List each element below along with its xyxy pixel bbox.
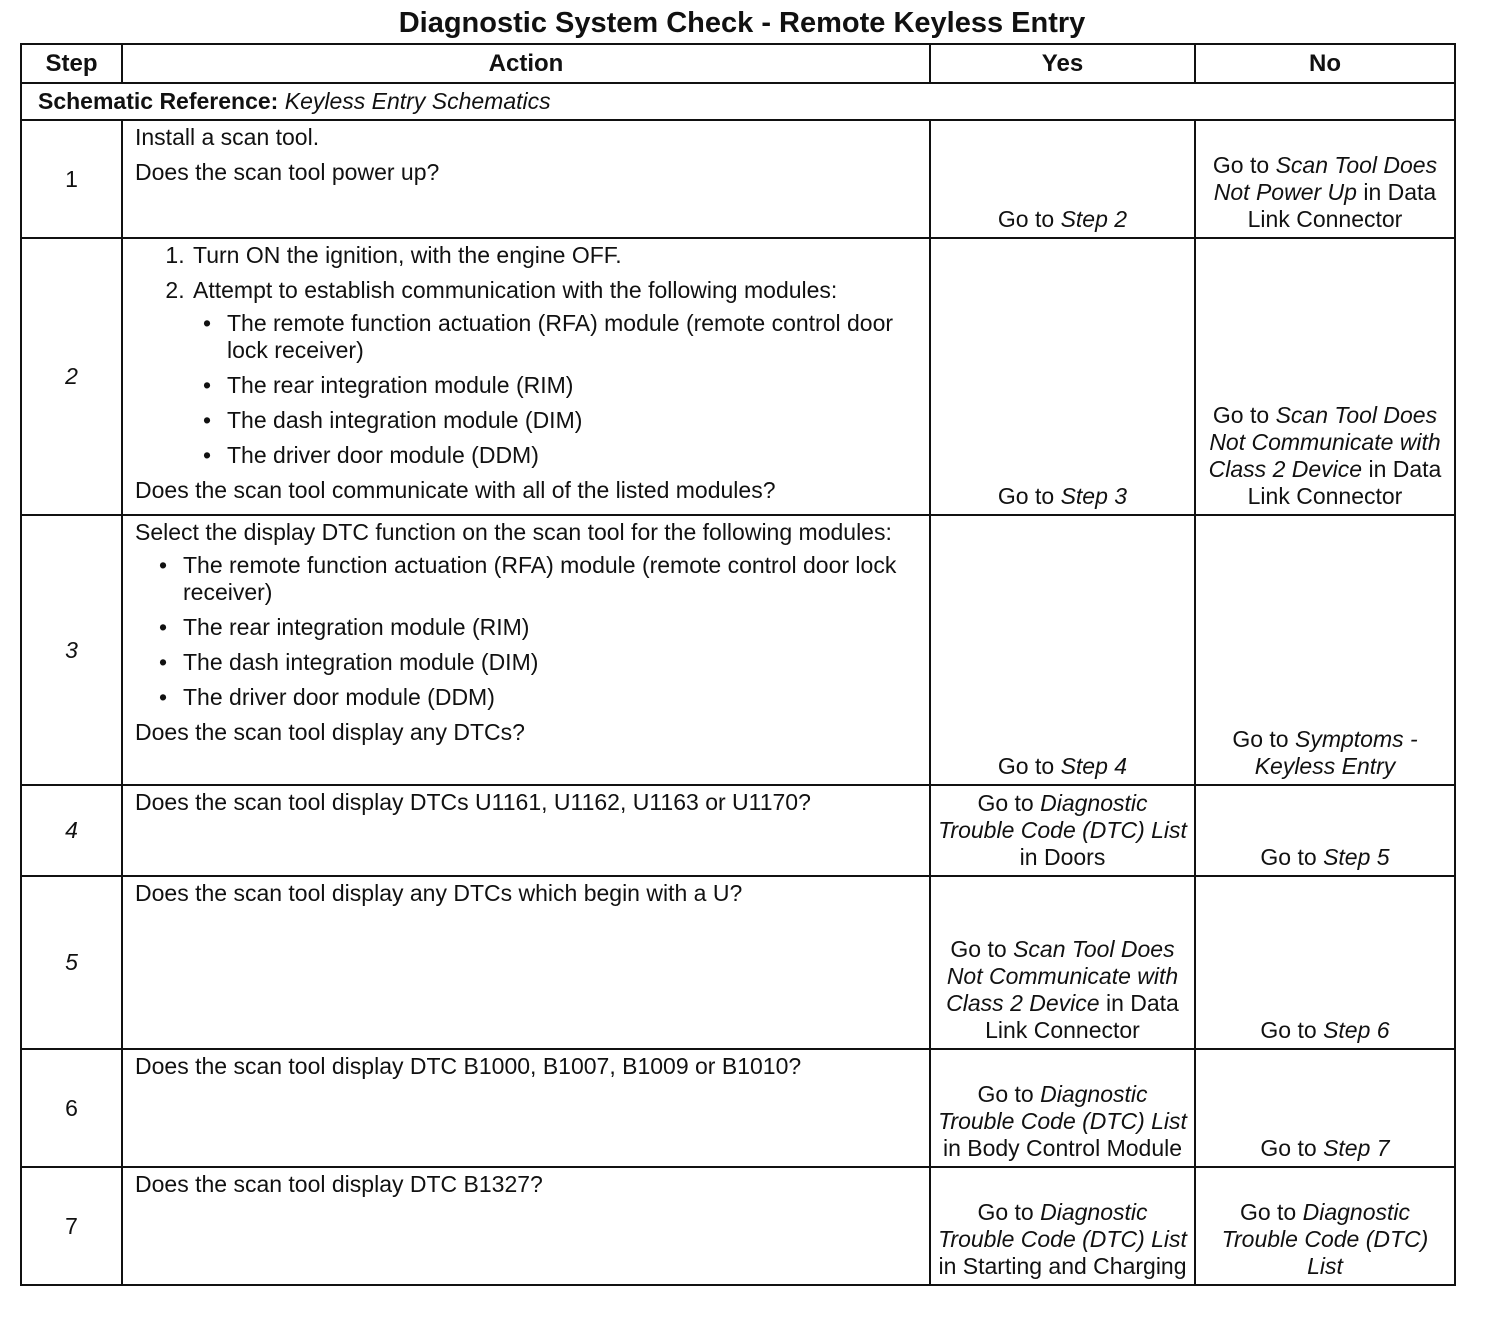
- yes-link[interactable]: Diagnostic Trouble Code (DTC) List: [938, 790, 1187, 843]
- step-number: 5: [21, 876, 122, 1049]
- list-item: • The remote function actuation (RFA) module (remote control door lock receiver): [183, 552, 921, 606]
- no-cell: [1195, 1049, 1455, 1167]
- no-prefix: Go to: [1260, 844, 1324, 870]
- no-prefix: Go to: [1260, 1017, 1324, 1043]
- list-item: • The driver door module (DDM): [227, 442, 921, 469]
- no-prefix: Go to: [1260, 1135, 1324, 1161]
- no-link[interactable]: Scan Tool Does Not Power Up: [1213, 152, 1438, 205]
- list-item: [191, 277, 921, 469]
- header-yes: Yes: [930, 44, 1195, 83]
- table-row: [21, 1167, 1455, 1285]
- schematic-reference-label: Schematic Reference:: [38, 88, 279, 114]
- action-question: Does the scan tool power up?: [135, 159, 440, 185]
- no-prefix: Go to: [1212, 402, 1276, 428]
- no-suffix: in Data Link Connector: [1247, 179, 1437, 232]
- schematic-reference: [21, 83, 1455, 120]
- no-cell: [1195, 238, 1455, 515]
- action-intro: Select the display DTC function on the scan tool for the following modules:: [135, 519, 892, 545]
- action-question: Does the scan tool display any DTCs?: [135, 719, 525, 745]
- header-action: Action: [122, 44, 930, 83]
- table-row: [21, 238, 1455, 515]
- yes-cell: [930, 1049, 1195, 1167]
- no-link[interactable]: Scan Tool Does Not Communicate with Class 2 Device: [1208, 402, 1441, 482]
- yes-suffix: in Starting and Charging: [938, 1253, 1187, 1279]
- schematic-reference-row: [21, 83, 1455, 120]
- no-prefix: Go to: [1232, 726, 1295, 752]
- action-text: Install a scan tool.: [135, 124, 320, 150]
- header-step: Step: [21, 44, 122, 83]
- no-suffix: in Data Link Connector: [1247, 456, 1442, 509]
- no-link[interactable]: Diagnostic Trouble Code (DTC) List: [1221, 1199, 1429, 1279]
- action-question: Does the scan tool communicate with all of the listed modules?: [135, 477, 776, 503]
- bullet-list: [193, 310, 921, 469]
- no-cell: [1195, 120, 1455, 238]
- step-number: 7: [21, 1167, 122, 1285]
- table-row: [21, 120, 1455, 238]
- yes-link[interactable]: Step 4: [1060, 753, 1128, 779]
- step-number: 4: [21, 785, 122, 876]
- action-question: Does the scan tool display DTC B1000, B1007, B1009 or B1010?: [135, 1053, 802, 1079]
- action-cell: [122, 876, 930, 1049]
- header-row: [21, 44, 1455, 83]
- no-cell: [1195, 1167, 1455, 1285]
- bullet-list: [135, 552, 921, 711]
- step-number: 1: [21, 120, 122, 238]
- list-item: 1. Turn ON the ignition, with the engine OFF.: [191, 242, 921, 269]
- diagnostic-table: [20, 43, 1456, 1286]
- list-item: • The dash integration module (DIM): [227, 407, 921, 434]
- yes-prefix: Go to: [997, 753, 1061, 779]
- step-number: 3: [21, 515, 122, 785]
- step-number: 6: [21, 1049, 122, 1167]
- list-item: • The rear integration module (RIM): [227, 372, 921, 399]
- action-cell: [122, 785, 930, 876]
- list-item: • The rear integration module (RIM): [183, 614, 921, 641]
- yes-cell: [930, 238, 1195, 515]
- numbered-list: [135, 242, 921, 469]
- yes-prefix: Go to: [977, 1081, 1041, 1107]
- schematic-reference-link[interactable]: Keyless Entry Schematics: [284, 88, 551, 114]
- yes-prefix: Go to: [977, 790, 1041, 816]
- yes-suffix: in Data Link Connector: [985, 990, 1179, 1043]
- action-question: Does the scan tool display DTCs U1161, U1162, U1163 or U1170?: [135, 789, 811, 815]
- action-question: Does the scan tool display DTC B1327?: [135, 1171, 543, 1197]
- no-cell: [1195, 876, 1455, 1049]
- action-cell: [122, 515, 930, 785]
- header-no: No: [1195, 44, 1455, 83]
- table-row: [21, 876, 1455, 1049]
- no-link[interactable]: Symptoms - Keyless Entry: [1254, 726, 1418, 779]
- list-item-text: Attempt to establish communication with the following modules:: [193, 277, 838, 303]
- yes-cell: [930, 1167, 1195, 1285]
- yes-link[interactable]: Diagnostic Trouble Code (DTC) List: [938, 1199, 1187, 1252]
- yes-link[interactable]: Diagnostic Trouble Code (DTC) List: [938, 1081, 1187, 1134]
- yes-suffix: in Doors: [1019, 844, 1106, 870]
- table-row: [21, 785, 1455, 876]
- yes-suffix: in Body Control Module: [942, 1135, 1183, 1161]
- action-cell: [122, 1167, 930, 1285]
- action-cell: [122, 1049, 930, 1167]
- yes-prefix: Go to: [977, 1199, 1041, 1225]
- yes-link[interactable]: Step 3: [1060, 483, 1128, 509]
- yes-prefix: Go to: [997, 206, 1061, 232]
- yes-cell: [930, 785, 1195, 876]
- list-item: • The dash integration module (DIM): [183, 649, 921, 676]
- list-item: • The driver door module (DDM): [183, 684, 921, 711]
- page-title: Diagnostic System Check - Remote Keyless Entry: [398, 7, 1086, 39]
- no-link[interactable]: Step 5: [1323, 844, 1390, 870]
- yes-cell: [930, 876, 1195, 1049]
- yes-link[interactable]: Step 2: [1060, 206, 1128, 232]
- yes-cell: [930, 515, 1195, 785]
- yes-prefix: Go to: [997, 483, 1061, 509]
- no-cell: [1195, 785, 1455, 876]
- table-row: [21, 1049, 1455, 1167]
- yes-link[interactable]: Scan Tool Does Not Communicate with Class 2 Device: [946, 936, 1179, 1016]
- action-cell: [122, 120, 930, 238]
- action-question: Does the scan tool display any DTCs which begin with a U?: [135, 880, 743, 906]
- no-link[interactable]: Step 7: [1323, 1135, 1390, 1161]
- table-row: [21, 515, 1455, 785]
- yes-cell: [930, 120, 1195, 238]
- no-prefix: Go to: [1239, 1199, 1303, 1225]
- no-link[interactable]: Step 6: [1323, 1017, 1390, 1043]
- list-item: • The remote function actuation (RFA) module (remote control door lock receiver): [227, 310, 921, 364]
- no-cell: [1195, 515, 1455, 785]
- no-prefix: Go to: [1212, 152, 1276, 178]
- yes-prefix: Go to: [950, 936, 1014, 962]
- action-cell: [122, 238, 930, 515]
- step-number: 2: [21, 238, 122, 515]
